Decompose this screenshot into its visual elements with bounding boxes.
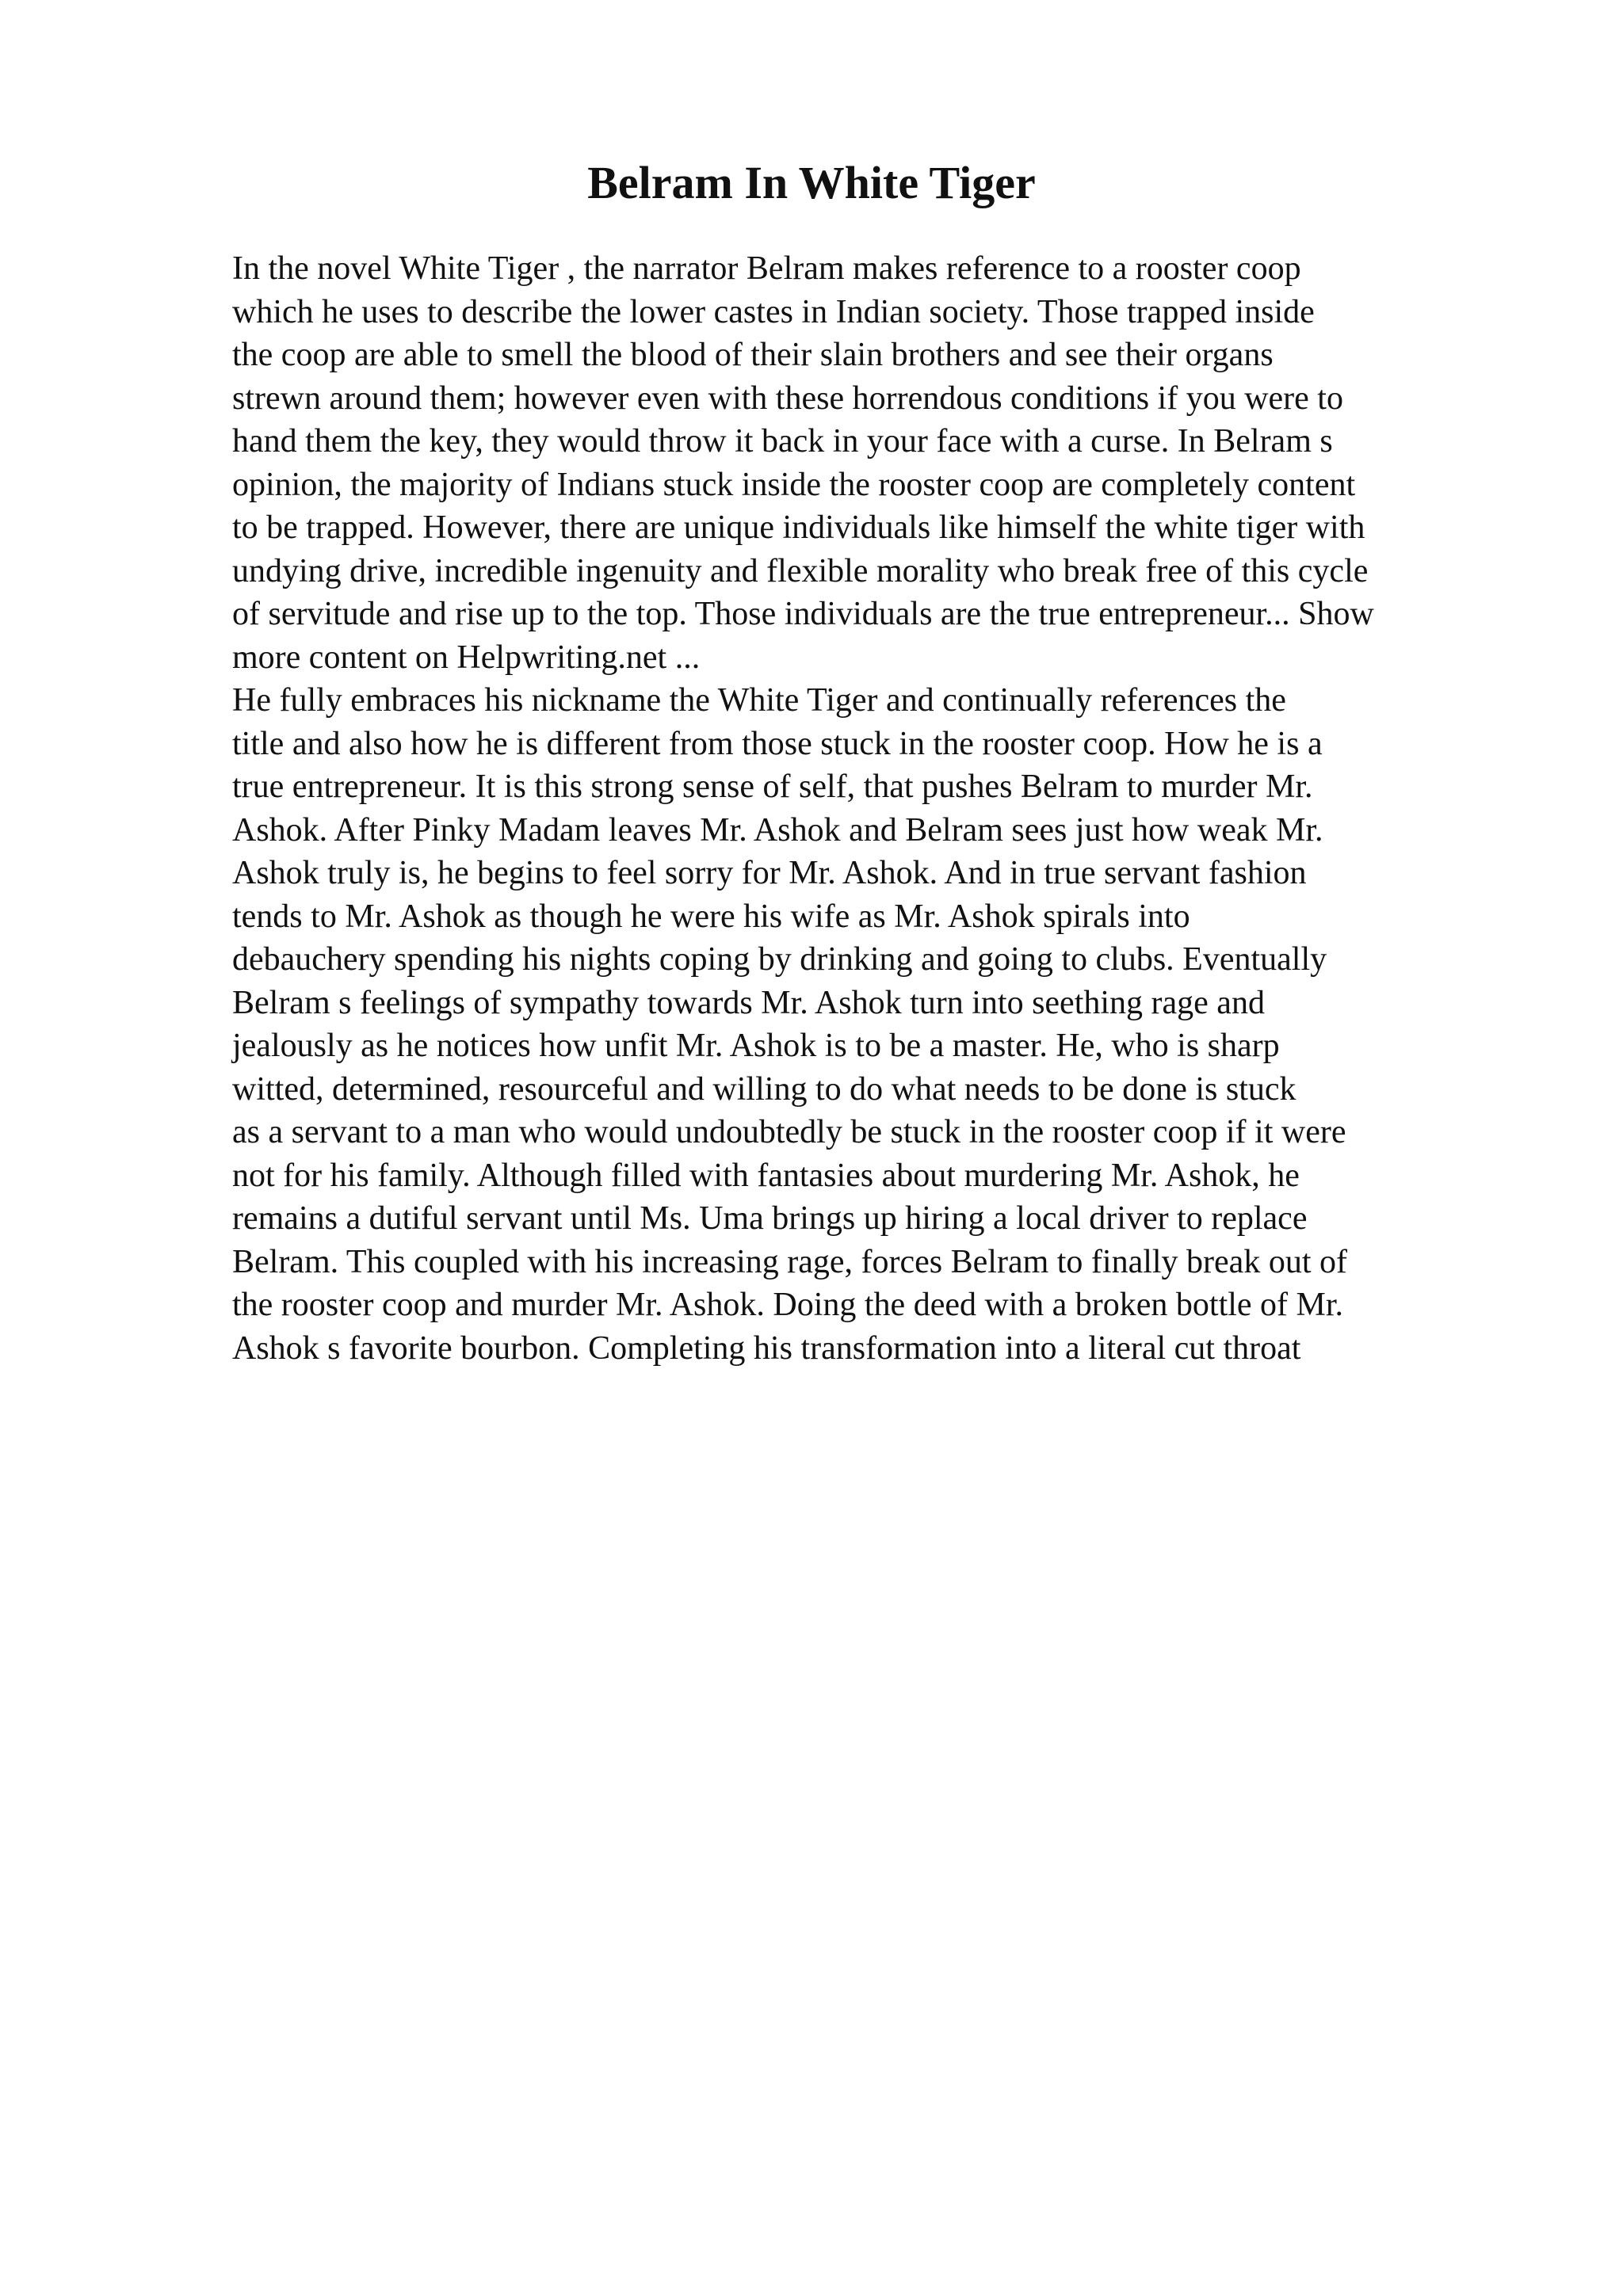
body-line: Ashok. After Pinky Madam leaves Mr. Ashok and Belram sees just how weak Mr. — [232, 811, 1323, 849]
body-line: the coop are able to smell the blood of their slain brothers and see their organs — [232, 337, 1274, 373]
body-line: undying drive, incredible ingenuity and flexible morality who break free of this cycle — [232, 552, 1369, 589]
body-line: Belram s feelings of sympathy towards Mr. Ashok turn into seething rage and — [232, 984, 1265, 1021]
body-line: Ashok truly is, he begins to feel sorry for Mr. Ashok. And in true servant fashion — [232, 855, 1307, 891]
body-line: jealously as he notices how unfit Mr. Ashok is to be a master. He, who is sharp — [232, 1028, 1280, 1064]
body-line: of servitude and rise up to the top. Those individuals are the true entrepreneur... Show — [232, 596, 1374, 632]
body-line: strewn around them; however even with these horrendous conditions if you were to — [232, 379, 1343, 417]
body-line: which he uses to describe the lower castes in Indian society. Those trapped inside — [232, 293, 1315, 330]
body-line: true entrepreneur. It is this strong sense of self, that pushes Belram to murder Mr. — [232, 769, 1313, 805]
body-line: title and also how he is different from those stuck in the rooster coop. How he is a — [232, 725, 1323, 762]
document-body — [232, 247, 1516, 1370]
body-line: not for his family. Although filled with fantasies about murdering Mr. Ashok, he — [232, 1157, 1300, 1194]
body-line: as a servant to a man who would undoubtedly be stuck in the rooster coop if it were — [232, 1114, 1346, 1150]
body-line: He fully embraces his nickname the White Tiger and continually references the — [232, 682, 1286, 719]
document-title: Belram In White Tiger — [587, 157, 1036, 208]
body-line: tends to Mr. Ashok as though he were his wife as Mr. Ashok spirals into — [232, 898, 1190, 935]
body-line: Belram. This coupled with his increasing rage, forces Belram to finally break out of — [232, 1243, 1347, 1280]
body-line: witted, determined, resourceful and willing to do what needs to be done is stuck — [232, 1070, 1296, 1108]
body-line: debauchery spending his nights coping by drinking and going to clubs. Eventually — [232, 941, 1327, 978]
body-line: more content on Helpwriting.net ... — [232, 639, 701, 676]
body-line: Ashok s favorite bourbon. Completing his transformation into a literal cut throat — [232, 1329, 1301, 1367]
body-line: to be trapped. However, there are unique individuals like himself the white tiger with — [232, 509, 1365, 546]
body-line: the rooster coop and murder Mr. Ashok. Doing the deed with a broken bottle of Mr. — [232, 1287, 1344, 1323]
body-line: hand them the key, they would throw it back in your face with a curse. In Belram s — [232, 423, 1333, 460]
body-line: In the novel White Tiger , the narrator Belram makes reference to a rooster coop — [232, 250, 1301, 287]
body-line: opinion, the majority of Indians stuck inside the rooster coop are completely content — [232, 466, 1356, 503]
body-line: remains a dutiful servant until Ms. Uma brings up hiring a local driver to replace — [232, 1200, 1308, 1237]
